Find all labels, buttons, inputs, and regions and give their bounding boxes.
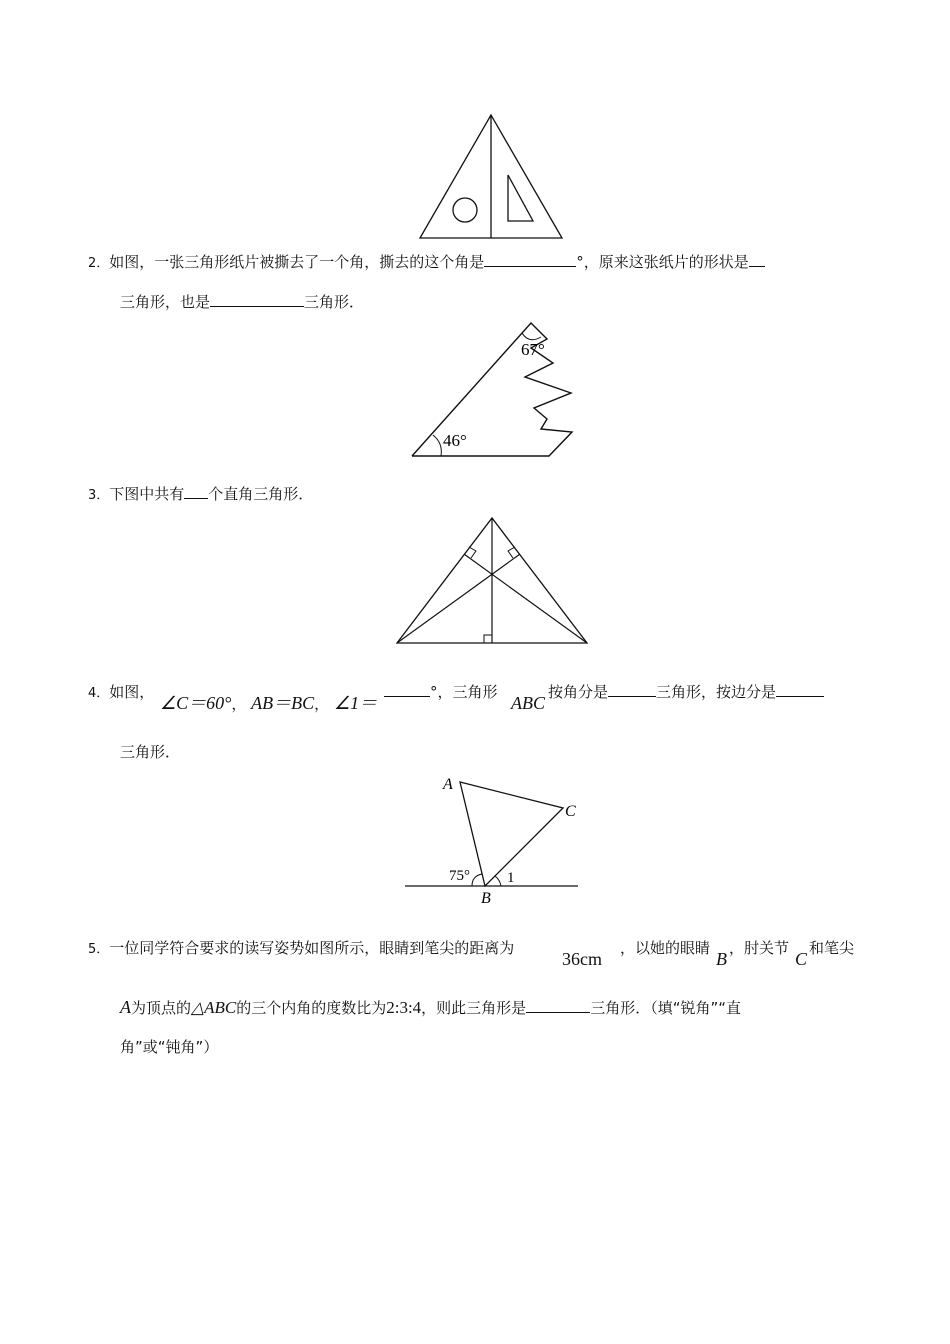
- right-angle-mark-left: [469, 547, 476, 558]
- angle-label-46: 46°: [443, 431, 467, 450]
- q4-angle-1: ∠1＝: [333, 693, 378, 713]
- q5-dist-wrap: [562, 949, 602, 970]
- label-c: C: [565, 803, 576, 820]
- q5-text-d: 和笔尖: [809, 939, 855, 957]
- right-angle-mark-right: [508, 547, 515, 558]
- q2-text-c: 三角形，也是: [120, 293, 211, 311]
- q2-line1: [88, 252, 765, 274]
- figure-torn-triangle: [405, 315, 585, 465]
- q5-text-h: 三角形．（填“锐角”“直: [590, 999, 742, 1017]
- q4-text-d: 三角形，按边分是: [656, 683, 777, 701]
- q5-b: B: [716, 949, 727, 969]
- q2-number: 2．: [88, 256, 110, 271]
- q5-text-a: 一位同学符合要求的读写姿势如图所示，眼睛到笔尖的距离为: [109, 939, 515, 957]
- q4-line1-rest: [548, 682, 824, 702]
- q5-line1-d: [809, 938, 854, 958]
- q5-number: 5．: [88, 942, 110, 957]
- q5-tri: △ABC: [191, 998, 237, 1017]
- figure-altitudes: [390, 510, 595, 650]
- q4-sep2: ，: [314, 695, 330, 713]
- q4-angle-c: ∠C＝60°: [160, 693, 232, 713]
- q3-blank-count[interactable]: [184, 484, 208, 499]
- q2-blank-angle[interactable]: [484, 252, 576, 267]
- label-b: B: [481, 890, 491, 907]
- q2-text-d: 三角形．: [304, 293, 365, 311]
- q3-text-a: 下图中共有: [109, 485, 185, 503]
- q5-line1-c: [729, 938, 789, 958]
- q5-c-wrap: [795, 949, 807, 970]
- q4-line2: [120, 742, 180, 762]
- q3-line1: [88, 484, 313, 506]
- q5-ratio: 2:3:4: [386, 998, 422, 1017]
- q5-text-i: 角”或“钝角”）: [120, 1038, 219, 1056]
- q4-formula: [160, 693, 377, 714]
- angle-arc-left: [433, 435, 441, 456]
- q5-c: C: [795, 949, 808, 969]
- q4-number: 4．: [88, 686, 110, 701]
- q3-number: 3．: [88, 488, 110, 503]
- q4-abc: ABC: [511, 693, 545, 713]
- q4-text-e: 三角形．: [120, 743, 181, 761]
- q2-blank-shape[interactable]: [749, 252, 765, 267]
- right-angle-mark-bottom: [484, 635, 492, 643]
- label-a: A: [443, 776, 453, 793]
- q5-b-wrap: [716, 949, 727, 970]
- q5-line2: [120, 997, 741, 1018]
- q2-text-b: °，原来这张纸片的形状是: [576, 253, 749, 271]
- q5-text-g: ，则此三角形是: [421, 999, 527, 1017]
- q5-text-f: 的三个内角的度数比为: [236, 999, 387, 1017]
- label-75: 75°: [449, 868, 470, 884]
- q5-a: A: [120, 997, 131, 1017]
- q5-dist: 36cm: [562, 949, 602, 969]
- angle-arc-top: [522, 333, 541, 340]
- label-1: 1: [507, 870, 515, 886]
- torn-outline: [412, 323, 572, 456]
- q5-line3: [120, 1037, 218, 1057]
- q3-text-b: 个直角三角形．: [208, 485, 314, 503]
- q4-text-c: 按角分是: [548, 683, 609, 701]
- q4-blank-side-type[interactable]: [776, 682, 824, 697]
- circle-hole: [453, 198, 477, 222]
- angle-arc-1: [495, 876, 501, 886]
- q2-line2: [120, 292, 364, 312]
- q4-ab-bc: AB＝BC: [251, 693, 315, 713]
- q4-text-a: 如图，: [109, 683, 155, 701]
- figure-triangle-abc: [400, 768, 585, 910]
- q4-line1: [88, 682, 154, 704]
- angle-label-67: 67°: [521, 340, 545, 359]
- q4-blank-angle-wrap: [384, 682, 498, 702]
- q5-text-b: ，以她的眼睛: [620, 939, 711, 957]
- q5-text-e: 为顶点的: [131, 999, 192, 1017]
- altitude-right: [464, 554, 587, 643]
- q5-blank-type[interactable]: [526, 998, 590, 1013]
- q5-text-c: ，肘关节: [729, 939, 790, 957]
- q4-text-b: °，三角形: [430, 683, 498, 701]
- q5-line1-a: [88, 938, 514, 960]
- q4-sep1: ，: [231, 695, 247, 713]
- figure-set-square: [415, 110, 565, 245]
- q4-blank-angle-type[interactable]: [608, 682, 656, 697]
- q2-text-a: 如图，一张三角形纸片被撕去了一个角，撕去的这个角是: [109, 253, 485, 271]
- q5-line1-b: [620, 938, 710, 958]
- q4-blank-angle[interactable]: [384, 682, 430, 697]
- altitude-left: [397, 554, 520, 643]
- q4-abc-wrap: [511, 693, 545, 714]
- q2-blank-type[interactable]: [210, 292, 304, 307]
- angle-arc-75: [472, 874, 482, 886]
